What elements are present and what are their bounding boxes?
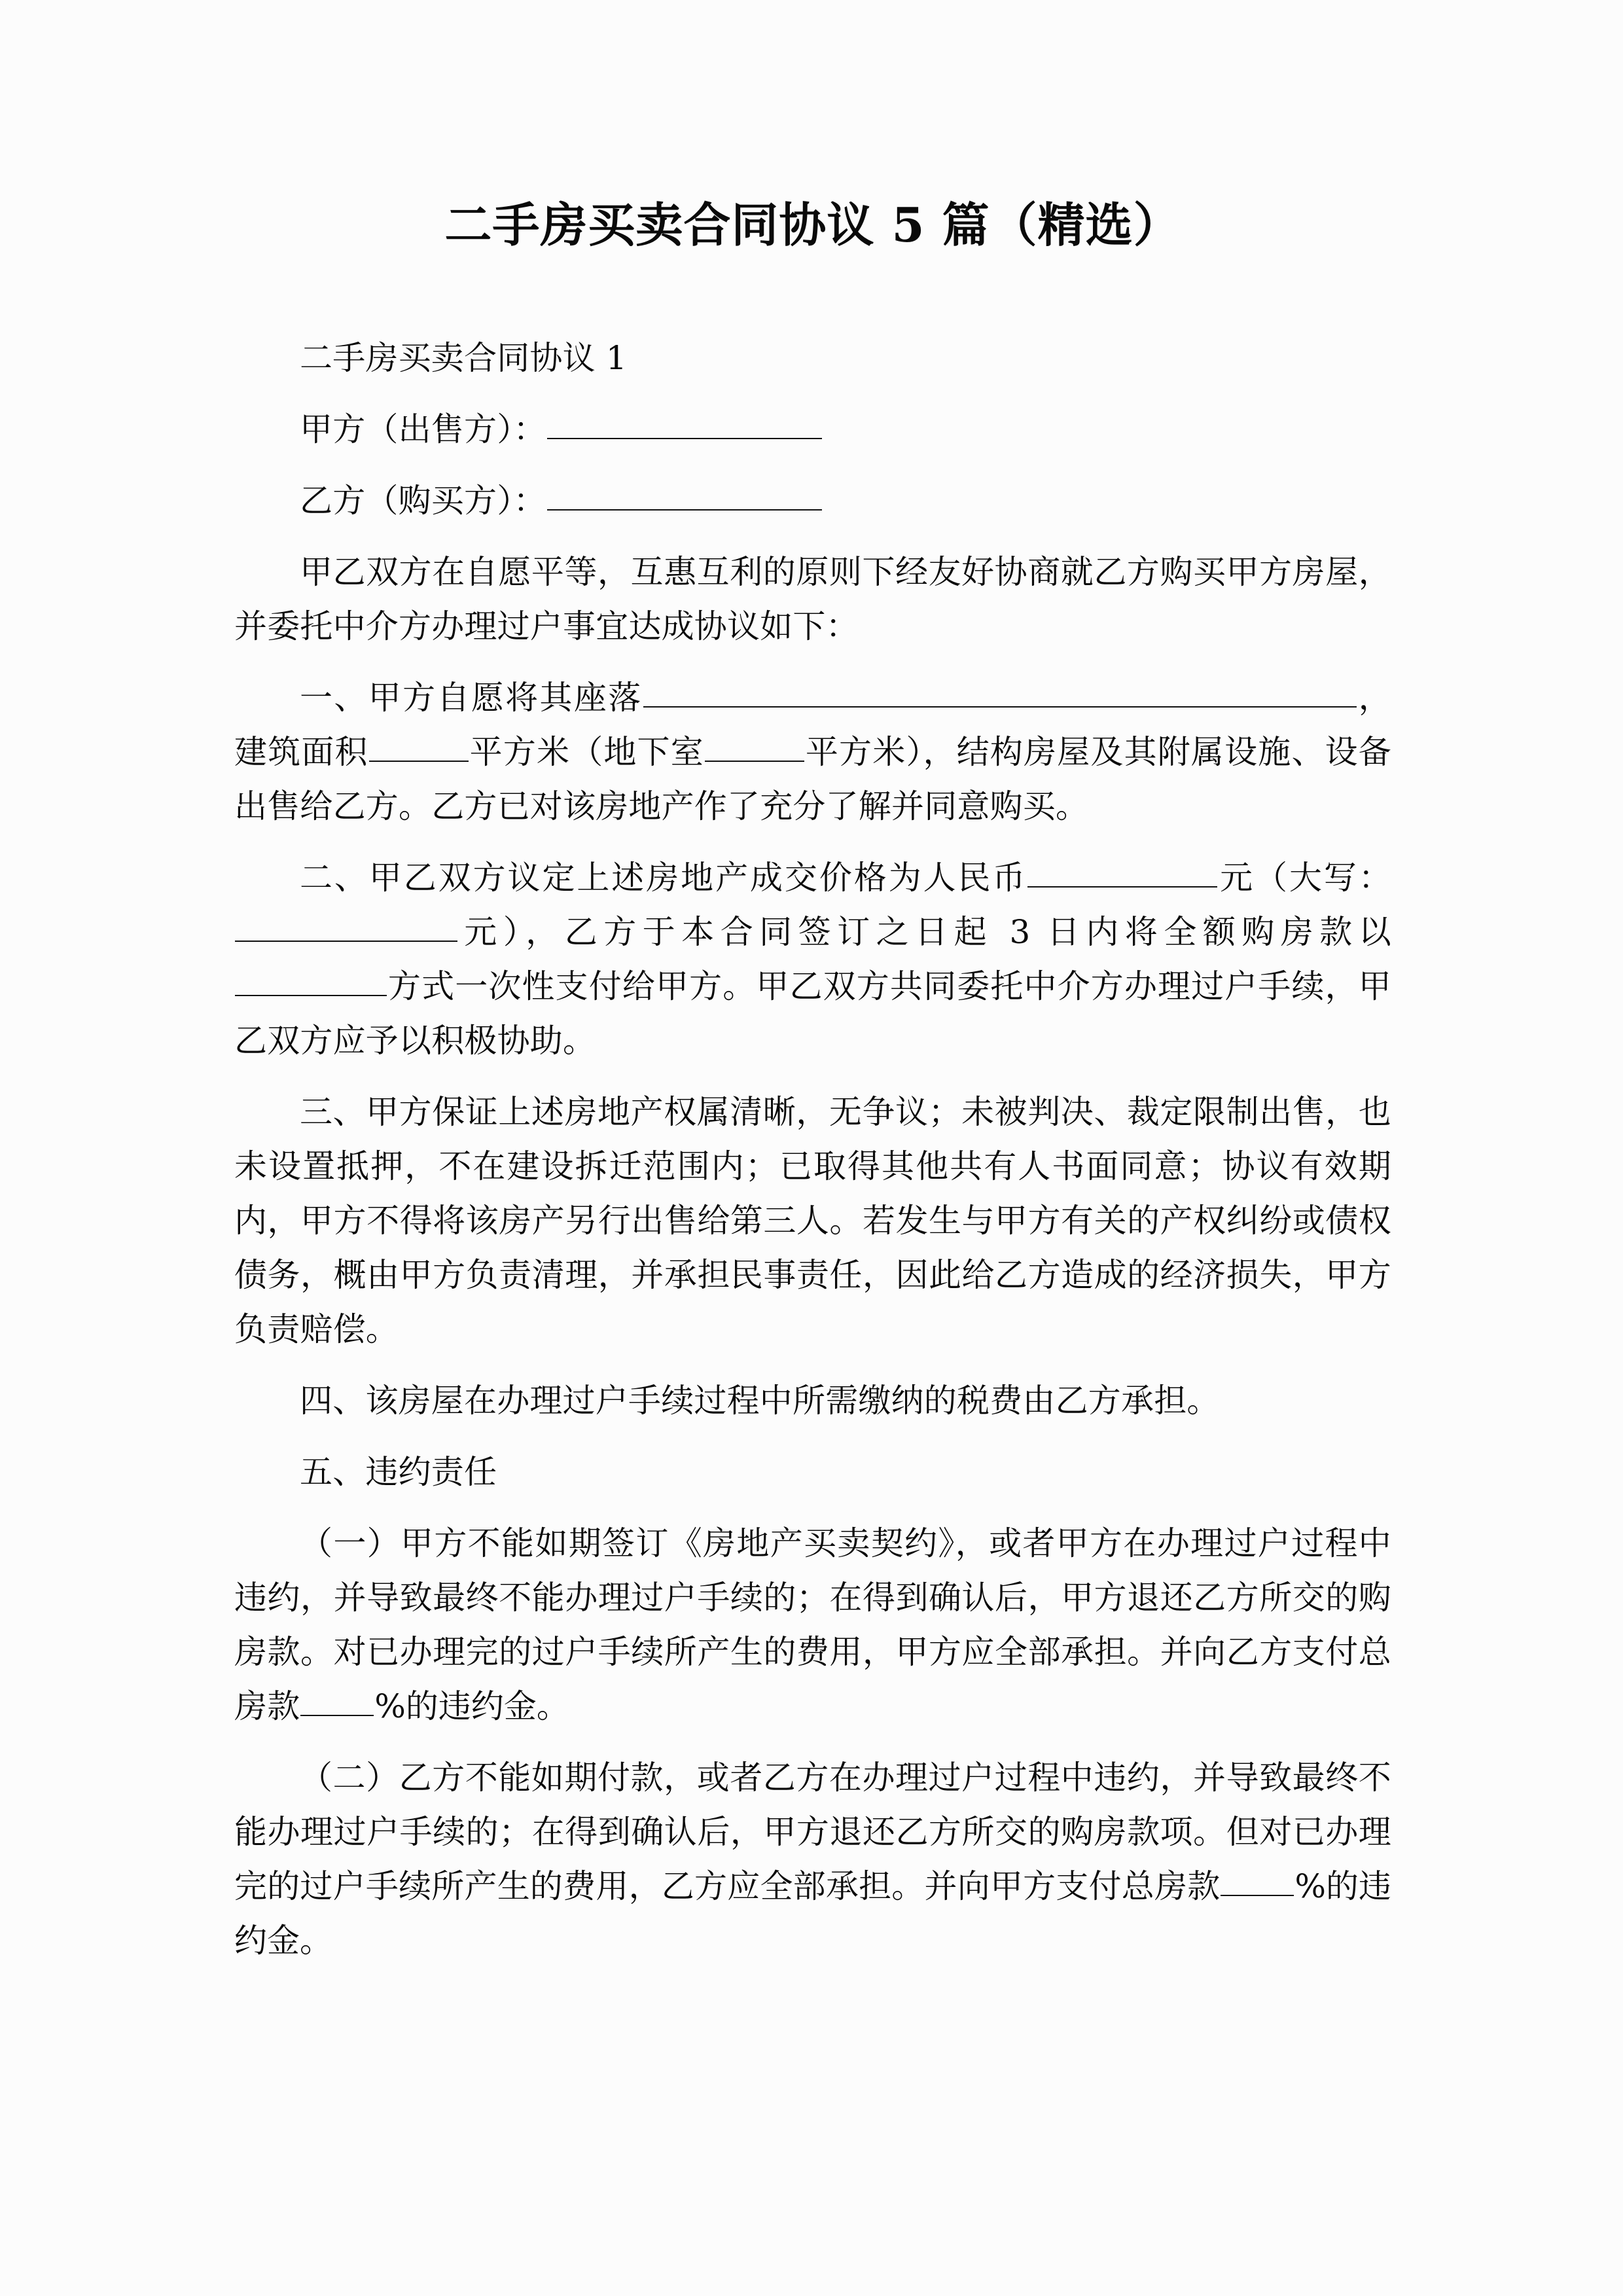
party-a-line — [234, 403, 1391, 457]
clause-1-basement-area-blank[interactable] — [705, 728, 804, 762]
party-a-label: 甲方（出售方）： — [300, 410, 546, 448]
clause-2-text-d: 方式一次性支付给甲方。甲乙双方共同委托中介方办理过户手续，甲乙双方应予以积极协助。 — [234, 967, 1391, 1060]
clause-1-text-d: 平方米），结构房屋及其附属设施、设备出售给乙方。乙方已对该房地产作了充分了解并同意购买。 — [234, 733, 1391, 825]
clause-5-item-1-text-b: %的违约金。 — [374, 1687, 569, 1725]
clause-5-item-2-penalty-blank[interactable] — [1221, 1862, 1294, 1896]
clause-1-text-a: 一、甲方自愿将其座落 — [300, 679, 643, 717]
clause-1-text-c: 平方米（地下室 — [469, 733, 704, 771]
preamble-text: 甲乙双方在自愿平等，互惠互利的原则下经友好协商就乙方购买甲方房屋，并委托中介方办理过户事宜达成协议如下： — [234, 553, 1391, 645]
clause-2-price-blank[interactable] — [1027, 853, 1217, 888]
clause-1-area-blank[interactable] — [369, 728, 469, 762]
clause-1-text-b: ，建筑面积 — [234, 679, 1392, 771]
page-title: 二手房买卖合同协议 5 篇（精选） — [444, 197, 1181, 253]
clause-2-text-c: 元），乙方于本合同签订之日起 3 日内将全额购房款以 — [458, 913, 1391, 951]
clause-2-payment-method-blank[interactable] — [235, 962, 387, 996]
clause-2-text-b: 元（大写： — [1218, 859, 1392, 897]
clause-5-item-2-paragraph — [234, 1751, 1391, 1968]
clause-2-price-words-blank[interactable] — [235, 908, 457, 942]
party-b-line — [234, 474, 1391, 528]
clause-2-paragraph — [234, 851, 1391, 1068]
clause-5-heading — [234, 1445, 1391, 1499]
clause-5-item-2-text-a: （二）乙方不能如期付款，或者乙方在办理过户过程中违约，并导致最终不能办理过户手续的；在得到确认后，甲方退还乙方所交的购房款项。但对已办理完的过户手续所产生的费用，乙方应全部承担。并向甲方支付总房款 — [234, 1759, 1391, 1905]
clause-5-item-1-text-a: （一）甲方不能如期签订《房地产买卖契约》，或者甲方在办理过户过程中违约，并导致最终不能办理过户手续的；在得到确认后，甲方退还乙方所交的购房款。对已办理完的过户手续所产生的费用，甲方应全部承担。并向乙方支付总房款 — [234, 1524, 1391, 1725]
clause-5-item-2-text-b: %的违约金。 — [234, 1867, 1391, 1960]
document-content — [234, 0, 1391, 1985]
clause-5-item-1-paragraph — [234, 1516, 1391, 1734]
party-a-blank[interactable] — [547, 405, 822, 439]
section-heading-1-text: 二手房买卖合同协议 1 — [300, 339, 627, 377]
clause-3-paragraph — [234, 1085, 1391, 1357]
clause-3-text: 三、甲方保证上述房地产权属清晰，无争议；未被判决、裁定限制出售，也未设置抵押，不在建设拆迁范围内；已取得其他共有人书面同意；协议有效期内，甲方不得将该房产另行出售给第三人。若发生与甲方有关的产权纠纷或债权债务，概由甲方负责清理，并承担民事责任，因此给乙方造成的经济损失，甲方负责赔偿。 — [234, 1093, 1391, 1348]
clause-4-paragraph — [234, 1374, 1391, 1428]
clause-5-heading-text: 五、违约责任 — [300, 1453, 497, 1491]
party-b-label: 乙方（购买方）： — [300, 482, 546, 520]
clause-1-address-blank[interactable] — [643, 673, 1357, 708]
clause-2-text-a: 二、甲乙双方议定上述房地产成交价格为人民币 — [300, 859, 1027, 897]
clause-5-item-1-penalty-blank[interactable] — [300, 1682, 374, 1716]
document-body — [234, 331, 1391, 1968]
clause-4-text: 四、该房屋在办理过户手续过程中所需缴纳的税费由乙方承担。 — [300, 1382, 1220, 1420]
party-b-blank[interactable] — [547, 476, 822, 511]
preamble-paragraph — [234, 545, 1391, 654]
section-heading-1 — [234, 331, 1391, 386]
clause-1-paragraph — [234, 671, 1391, 834]
